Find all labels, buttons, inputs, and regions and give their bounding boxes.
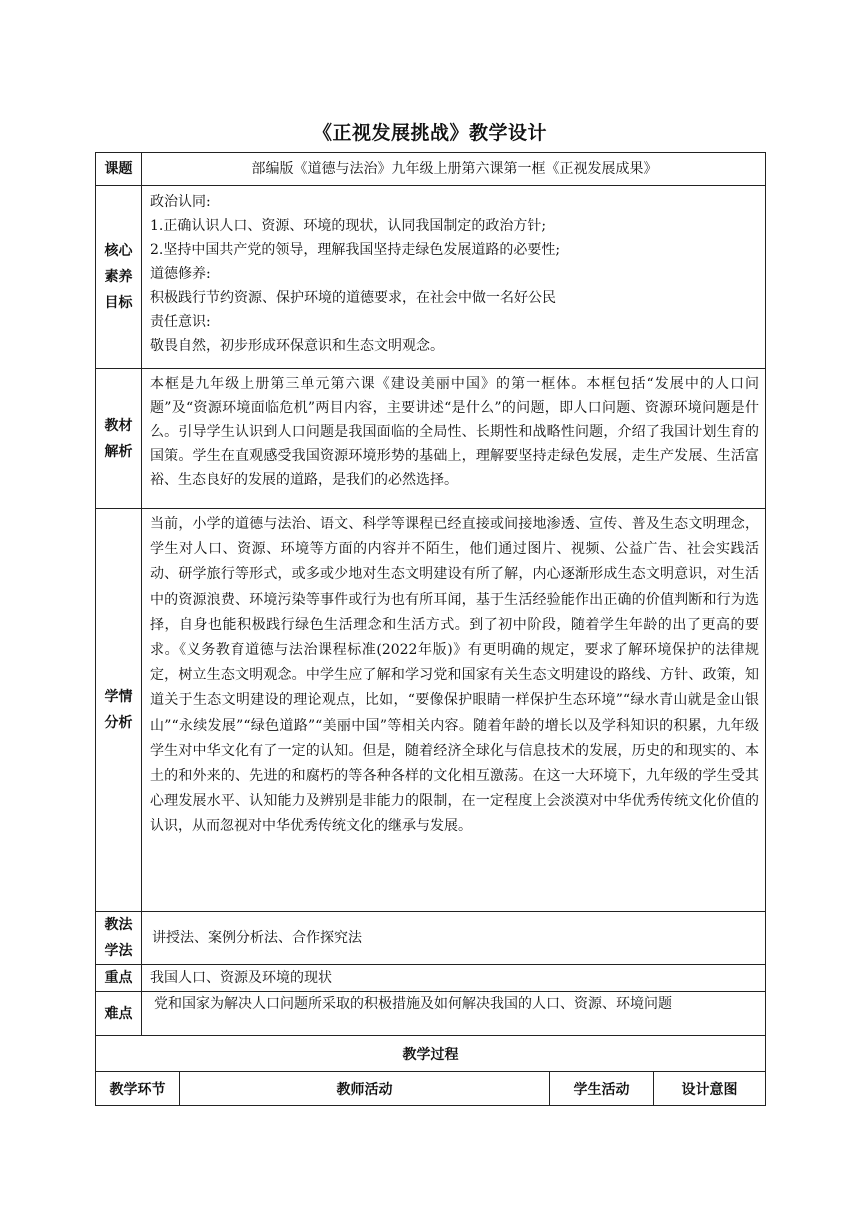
row-textbook bbox=[96, 369, 766, 509]
students-label-line: 学情 bbox=[104, 689, 133, 705]
goals-line: 敬畏自然，初步形成环保意识和生态文明观念。 bbox=[150, 338, 444, 354]
goals-content bbox=[142, 186, 766, 369]
row-difficulty bbox=[96, 992, 766, 1036]
goals-label-line: 素养 bbox=[104, 269, 133, 285]
textbook-label bbox=[96, 369, 142, 509]
header-student-activity: 学生活动 bbox=[550, 1072, 654, 1106]
methods-label-line: 教法 bbox=[104, 917, 133, 933]
goals-label-line: 目标 bbox=[104, 295, 133, 311]
row-goals bbox=[96, 186, 766, 369]
goals-line: 积极践行节约资源、保护环境的道德要求，在社会中做一名好公民 bbox=[150, 290, 556, 306]
row-methods bbox=[96, 912, 766, 965]
topic-label: 课题 bbox=[96, 153, 142, 186]
row-process-headers bbox=[96, 1072, 766, 1106]
goals-line: 1.正确认识人口、资源、环境的现状，认同我国制定的政治方针; bbox=[150, 218, 547, 234]
row-process-title bbox=[96, 1036, 766, 1072]
students-content: 当前，小学的道德与法治、语文、科学等课程已经直接或间接地渗透、宣传、普及生态文明理念，学生对人口、资源、环境等方面的内容并不陌生，他们通过图片、视频、公益广告、社会实践活动、研学旅行等形式，或多或少地对生态文明建设有所了解，内心逐渐形成生态文明意识，对生活中的资源浪费、环境污染等事件或行为也有所耳闻，基于生活经验能作出正确的价值判断和行为选择，自身也能积极践行绿色生活理念和生活方式。到了初中阶段，随着学生年龄的出了更高的要求。《义务教育道德与法治课程标准(2022年版)》有更明确的规定，要求了解环境保护的法律规定，树立生态文明观念。中学生应了解和学习党和国家有关生态文明建设的路线、方针、政策，知道关于生态文明建设的理论观点，比如，“要像保护眼睛一样保护生态环境”“绿水青山就是金山银山”“永续发展”“绿色道路”“美丽中国”等相关内容。随着年龄的增长以及学科知识的积累，九年级学生对中华文化有了一定的认知。但是，随着经济全球化与信息技术的发展，历史的和现实的、本土的和外来的、先进的和腐朽的等各种各样的文化相互激荡。在这一大环境下，九年级的学生受其心理发展水平、认知能力及辨别是非能力的限制，在一定程度上会淡漠对中华优秀传统文化价值的认识，从而忽视对中华优秀传统文化的继承与发展。 bbox=[142, 509, 766, 912]
students-label bbox=[96, 509, 142, 912]
goals-label-line: 核心 bbox=[104, 243, 133, 259]
methods-content: 讲授法、案例分析法、合作探究法 bbox=[142, 912, 766, 965]
key-content: 我国人口、资源及环境的现状 bbox=[142, 965, 766, 992]
students-label-line: 分析 bbox=[104, 715, 133, 731]
lesson-plan-table bbox=[95, 152, 766, 1106]
header-teaching-stage: 教学环节 bbox=[96, 1072, 180, 1106]
methods-label bbox=[96, 912, 142, 965]
row-students bbox=[96, 509, 766, 912]
goals-line: 道德修养: bbox=[150, 266, 211, 282]
row-key bbox=[96, 965, 766, 992]
topic-content: 部编版《道德与法治》九年级上册第六课第一框《正视发展成果》 bbox=[142, 153, 766, 186]
page-title: 《正视发展挑战》教学设计 bbox=[312, 122, 547, 144]
textbook-label-line: 教材 bbox=[104, 417, 133, 434]
goals-line: 责任意识: bbox=[150, 314, 211, 330]
difficulty-label: 难点 bbox=[96, 992, 142, 1036]
methods-label-line: 学法 bbox=[104, 943, 133, 959]
header-teacher-activity: 教师活动 bbox=[180, 1072, 550, 1106]
key-label: 重点 bbox=[96, 965, 142, 992]
goals-line: 政治认同: bbox=[150, 194, 211, 210]
textbook-content: 本框是九年级上册第三单元第六课《建设美丽中国》的第一框体。本框包括“发展中的人口问题”及“资源环境面临危机”两目内容，主要讲述“是什么”的问题，即人口问题、资源环境问题是什么。引导学生认识到人口问题是我国面临的全局性、长期性和战略性问题，介绍了我国计划生育的国策。学生在直观感受我国资源环境形势的基础上，理解要坚持走绿色发展，走生产发展、生活富裕、生态良好的发展的道路，是我们的必然选择。 bbox=[142, 369, 766, 509]
header-design-intent: 设计意图 bbox=[654, 1072, 766, 1106]
row-topic bbox=[96, 153, 766, 186]
difficulty-content: 党和国家为解决人口问题所采取的积极措施及如何解决我国的人口、资源、环境问题 bbox=[142, 992, 766, 1036]
textbook-label-line: 解析 bbox=[104, 443, 133, 460]
process-title: 教学过程 bbox=[96, 1036, 766, 1072]
goals-label bbox=[96, 186, 142, 369]
goals-line: 2.坚持中国共产党的领导，理解我国坚持走绿色发展道路的必要性; bbox=[150, 242, 561, 258]
